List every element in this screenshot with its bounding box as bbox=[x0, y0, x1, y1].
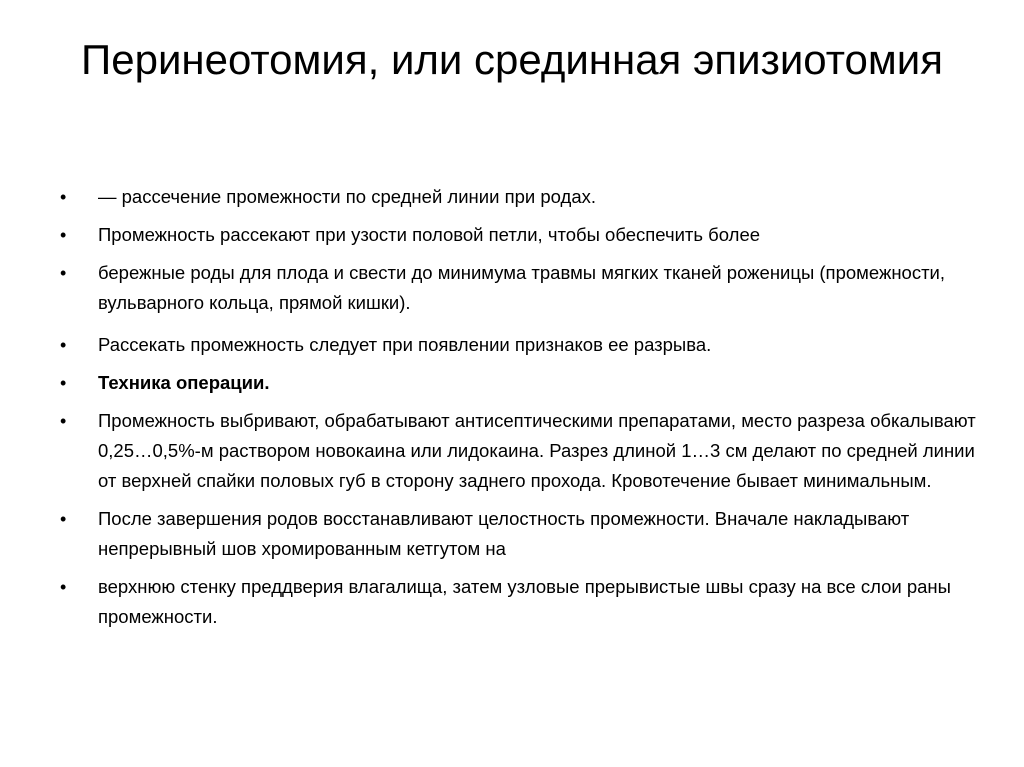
bullet-text: Рассекать промежность следует при появлении признаков ее разрыва. bbox=[98, 334, 712, 355]
bullet-item bbox=[60, 406, 980, 496]
bullet-dot-icon: • bbox=[60, 411, 67, 431]
bullet-text: Техника операции. bbox=[98, 372, 270, 393]
bullet-dot-icon: • bbox=[60, 225, 67, 245]
bullet-dot-icon: • bbox=[60, 335, 67, 355]
bullet-item bbox=[60, 572, 980, 632]
bullet-item bbox=[60, 504, 980, 564]
bullet-dot-icon: • bbox=[60, 263, 67, 283]
bullet-item bbox=[60, 182, 980, 212]
bullet-item bbox=[60, 368, 980, 398]
bullet-text: верхнюю стенку преддверия влагалища, затем узловые прерывистые швы сразу на все слои раны промежности. bbox=[98, 576, 951, 627]
bullet-text: — рассечение промежности по средней линии при родах. bbox=[98, 186, 596, 207]
bullet-item bbox=[60, 258, 980, 318]
bullet-text: Промежность выбривают, обрабатывают антисептическими препаратами, место разреза обкалывают 0,25…0,5%-м раствором новокаина или лидокаина. Разрез длиной 1…3 см делают по средней линии от верхней спайки половых губ в сторону заднего прохода. Кровотечение бывает минимальным. bbox=[98, 410, 976, 491]
bullet-item bbox=[60, 220, 980, 250]
bullet-dot-icon: • bbox=[60, 373, 67, 393]
bullet-list bbox=[60, 182, 980, 638]
bullet-text: После завершения родов восстанавливают целостность промежности. Вначале накладывают непрерывный шов хромированным кетгутом на bbox=[98, 508, 910, 559]
slide-title: Перинеотомия, или срединная эпизиотомия bbox=[81, 36, 943, 83]
bullet-text: бережные роды для плода и свести до минимума травмы мягких тканей роженицы (промежности, вульварного кольца, прямой кишки). bbox=[98, 262, 946, 313]
bullet-text: Промежность рассекают при узости половой петли, чтобы обеспечить более bbox=[98, 224, 761, 245]
bullet-dot-icon: • bbox=[60, 509, 67, 529]
bullet-dot-icon: • bbox=[60, 577, 67, 597]
bullet-dot-icon: • bbox=[60, 187, 67, 207]
bullet-item bbox=[60, 330, 980, 360]
